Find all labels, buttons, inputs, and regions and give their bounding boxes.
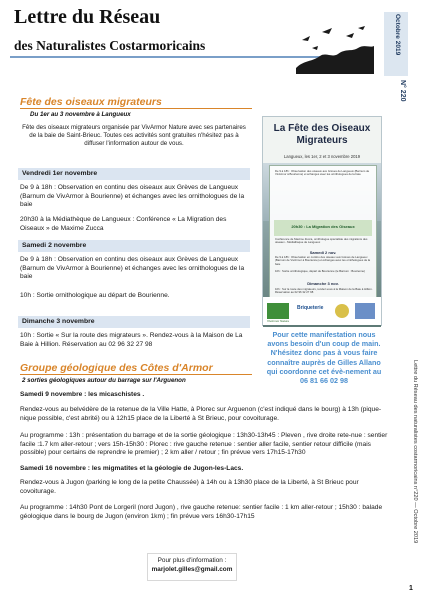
poster-line: De 9 à 18h : Observation en continu des oiseaux aux Grèves de Langueux (Barnum de VivArmor à Bourienne) et échanges avec les ornithologues de la baie — [275, 255, 371, 266]
poster-highlight: 20h30 : La Migration des Oiseaux — [291, 224, 355, 229]
briqueterie-logo-text: Briqueterie — [297, 305, 324, 311]
volunteer-callout: Pour cette manifestation nous avons besoin d'un coup de main. N'hésitez donc pas à vous faire connaître auprès de Gilles Allano qui coordonne cet évè-nement au 06 81 66 02 98 — [266, 330, 382, 386]
outing-1-meeting: Rendez-vous au belvédère de la retenue de la Ville Hatte, à Plorec sur Arguenon (c'est indiqué dans le bourg) à 13h (pique-nique possible, c'est abrité) ou à 12h15 place de la Liberté à St Brieuc, pour covoiturage. — [20, 406, 382, 422]
poster-title: La Fête des Oiseaux Migrateurs — [273, 123, 371, 146]
outing-2-meeting: Rendez-vous à Jugon (parking le long de la petite Chaussée) à 14h ou à 13h30 place de la Liberté, à St Brieuc pour covoiturage. — [20, 479, 359, 495]
vivarmor-logo-text: VivArmor Nature — [267, 319, 290, 323]
poster-line: Conférence de Maxime Zucca, ornithologue spécialiste des migrations des oiseaux - Médiathèque de Langueux — [275, 237, 368, 245]
day-label: Vendredi 1er novembre — [22, 170, 98, 177]
poster-day: Dimanche 3 nov. — [307, 281, 339, 286]
day-header-sunday — [18, 316, 250, 328]
contact-box — [147, 553, 237, 581]
section-title-migrateurs: Fête des oiseaux migrateurs — [20, 96, 162, 108]
partner-logo-icon — [355, 303, 375, 319]
outing-1-program: Au programme : 13h : présentation du barrage et de la sortie géologique : 13h30-13h45 : Pleven , rive droite rete-nue : sentier facile :1.7 km aller-retour ; vers 15h-15h30 : Plorec : rive gauche retenue : sentier aller facile, sentier retour difficile (mais possible) pour certains de reprendre le premier) ; 2 km aller / retour ; fin prévue vers 17h15-17h30 — [20, 432, 388, 457]
contact-label: Pour plus d'information : — [157, 557, 227, 564]
day-header-saturday — [18, 240, 250, 252]
issue-number: N° 220 — [399, 80, 406, 102]
poster-program-panel — [269, 165, 377, 311]
newsletter-title: Lettre du Réseau — [14, 6, 161, 28]
vivarmor-logo-icon — [267, 303, 289, 319]
day-label: Samedi 2 novembre — [22, 242, 87, 249]
side-footer-text: Lettre du Réseau des naturalistes costarmoricains n°220 — Octobre 2019 — [412, 360, 418, 544]
bird-logo-icon — [292, 22, 376, 82]
friday-item-1: De 9 à 18h : Observation en continu des oiseaux aux Grèves de Langueux (Barnum de VivArmor à Bourienne) et échanges avec les ornithologues de la baie — [20, 184, 245, 209]
outing-1-title: Samedi 9 novembre : les micaschistes . — [20, 391, 145, 398]
section-subtitle: Du 1er au 3 novembre à Langueux — [30, 111, 131, 118]
section-rule — [20, 108, 252, 109]
section-title-geologie: Groupe géologique des Côtes d'Armor — [20, 362, 213, 374]
poster-line: 10h : Sur la route des migrateurs, rendez-vous à la Maison de la Baie à Hillion. Réservation au 02 96 32 27 98 — [275, 287, 373, 295]
outing-2-title: Samedi 16 novembre : les migmatites et la géologie de Jugon-les-Lacs. — [20, 465, 244, 472]
section-rule — [20, 374, 252, 375]
issue-date: Octobre 2019 — [394, 14, 401, 56]
event-poster — [262, 116, 382, 326]
friday-item-2: 20h30 à la Médiathèque de Langueux : Conférence « La Migration des Oiseaux » de Maxime Zucca — [20, 216, 227, 232]
poster-day: Samedi 2 nov. — [309, 250, 337, 255]
newsletter-subtitle: des Naturalistes Costarmoricains — [14, 38, 206, 53]
poster-dates: Langueux, les 1er, 2 et 3 novembre 2019 — [283, 154, 361, 159]
intro-text: Fête des oiseaux migrateurs organisée par VivArmor Nature avec ses partenaires de la baie de Saint-Brieuc. Toutes ces activités sont gratuites n'hésitez pas à diffuser l'information autour de vous. — [22, 124, 246, 147]
saturday-item-2: 10h : Sortie ornithologique au départ de Bourienne. — [20, 292, 170, 299]
section-subtitle: 2 sorties géologiques autour du barrage sur l'Arguenon — [22, 377, 186, 384]
partner-logo-icon — [335, 304, 349, 318]
sunday-item-1: 10h : Sortie « Sur la route des migrateurs ». Rendez-vous à la Maison de La Baie à Hillion. Réservation au 02 96 32 27 98 — [20, 332, 243, 348]
saturday-item-1: De 9 à 18h : Observation en continu des oiseaux aux Grèves de Langueux (Barnum de VivArmor à Bourienne) et échanges avec les ornithologues de la baie — [20, 256, 245, 281]
day-header-friday — [18, 168, 250, 180]
poster-line: De 9 à 18h : Observation des oiseaux aux Grèves de Langueux (Barnum de VivArmor à Bourienne) et échanges avec les ornithologues de la baie — [275, 169, 370, 177]
poster-line: 10h : Sortie ornithologique, départ de Bourienne (le Barnum : Bourienne) — [275, 269, 366, 273]
outing-2-program: Au programme : 14h30 Pont de Lorgeril (nord Jugon) , rive gauche retenue: sentier facile : 1 km aller-retour ; 15h30 : balade géologique dans le bourg de Jugon (environ 1km) ; fin prévue vers 16h30-17h15 — [20, 504, 383, 520]
contact-email[interactable]: marjolet.gilles@gmail.com — [151, 566, 233, 573]
page-number: 1 — [409, 585, 413, 592]
day-label: Dimanche 3 novembre — [22, 318, 95, 325]
